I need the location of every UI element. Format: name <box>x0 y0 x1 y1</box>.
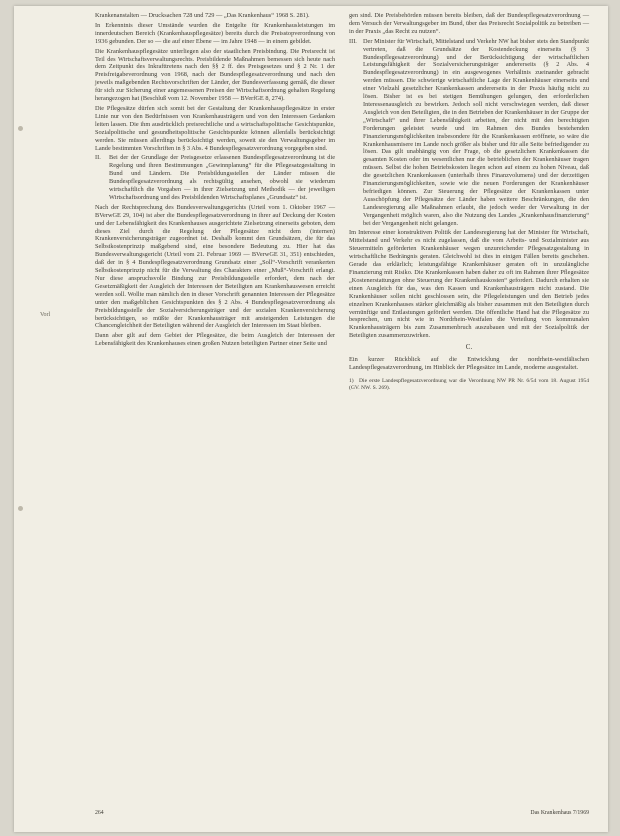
paragraph: Dann aber gilt auf dem Gebiet der Pflegesätze, die beim Ausgleich der Interessen der Lebensfähigkeit des Krankenhauses einen großen Nutzen beteiligten Partner einer Seite und <box>95 332 335 348</box>
right-text-column <box>349 12 589 392</box>
numbered-item <box>95 154 335 201</box>
paragraph: gen sind. Die Preisbehörden müssen bereits bleiben, daß der Bundespflegesatzverordnung — dem Versuch der Verwaltungsgeber im Bund, über das Preisrecht Sozialpolitik zu betreiben — in der Praxis „das Recht zu nutzen“. <box>349 12 589 35</box>
footnote-text: Die erste Landespflegesatzverordnung war die Verordnung NW PR Nr. 6/54 vom 18. August 1954 (GV. NW. S. 269). <box>349 377 589 391</box>
paragraph: Krankenanstalten — Drucksachen 728 und 729 — „Das Krankenhaus“ 1968 S. 281). <box>95 12 310 19</box>
section-heading: C. <box>465 343 473 352</box>
numbered-item <box>349 38 589 228</box>
footnote-number: 1) <box>349 377 354 384</box>
margin-annotation: Vorl <box>40 312 51 318</box>
journal-reference: Das Krankenhaus 7/1969 <box>530 810 589 816</box>
punch-hole <box>18 126 23 131</box>
paragraph: Im Interesse einer konstruktiven Politik der Landesregierung hat der Minister für Wirtschaft, Mittelstand und Verkehr es nicht zugelassen, daß die vom Arbeits- und Sozialminister aus Steuermitteln geförderten Krankenhäuser wegen unzureichender Pflegesatzgestaltung in wirtschaftliche Bedrängnis geraten. Gleichwohl ist dies in einigen Fällen bereits geschehen. Gerade das erklärlich; leistungsfähige Krankenhäuser geraten oft in unzulängliche Finanzierung mit Risiko. Die Krankenkassen haben daher zu oft im Rahmen ihrer Pflegesätze „Kostenerstattungen ohne Steuerung der Krankenhauskosten“ gefordert. Dadurch erhalten sie einen Ausgleich für das, was den Kassen und Krankenhausträgern nicht zustand. Die Krankenhäuser sollen nicht geschlossen sein, die Pflegeleistungen und den Betrieb jedes einzelnen Krankenhauses stärker gleichmäßig als bisher zusammen mit den Beteiligten durch vernünftige und Entlastungen gefördert werden. Die öffentliche Hand hat die Pflegesätze zu besprechen, um nicht wie in Nordrhein-Westfalen die Verteilung von kommunalen Krankenhausträgern bis zum Zusammenbruch auszubauen und mit der Sozialpolitik der Beteiligten zusammenzuwirken. <box>349 229 589 340</box>
paragraph: Die Pflegesätze dürfen sich somit bei der Gestaltung der Krankenhauspflegesätze in erster Linie nur von den Bedürfnissen von Krankenhausträgern und von den Interessen Gedanken leiten lassen. Die ihm ausdrücklich preisrechtliche und a wirtschaftspolitische Gesichtspunkte, Sozialpolitische und gesundheitspolitische Gesichtspunkte können allenfalls berücksichtigt werden. Sie müssen allerdings berücksichtigt werden, soweit sie den Verwaltungsgeber im Lande bestimmten Vorschriften in § 3 Abs. 4 Bundespflegesatzverordnung vorgegeben sind. <box>95 104 335 152</box>
punch-hole <box>18 506 23 511</box>
paragraph: Nach der Rechtsprechung des Bundesverwaltungsgerichts (Urteil vom 1. Oktober 1967 — BVerwGE 29, 104) ist aber die Bundespflegesatzverordnung in ihrer auf Deckung der Kosten und der Lebensfähigkeit des Krankenhauses ausgerichtete Zielsetzung einerseits geboten, dem dieses Ziel durch die Regelung der Pflegesätze nicht dem (internen) Krankenversicherungsträger zugeordnet ist. Deshalb kommt den Grundsätzen, die für das Selbstkostenprinzip maßgebend sind, eine besondere Bedeutung zu. Hier hat das Bundesverwaltungsgericht (Urteil vom 21. Februar 1969 — BVerwGE 31, 351) entschieden, daß der in § 4 Bundespflegesatzverordnung Grundsatz einer „Soll“-Vorschrift verankerten Selbstkostenprinzip nicht für die Verwaltung des Charakters einer „Muß“-Vorschrift erlangt. Nur diese anspruchsvolle Bindung zur Preisbildungsstelle erfordert, dem nach der Gesetzmäßigkeit der Ausgleich der Interessen der Beteiligten am Krankenhauswesen erreicht werden soll. Wollte man nämlich den in dieser Vorschrift genannten Interessen der Pflegesätze unter den maßgeblichen Gesichtspunkten des § 2 Abs. 4 Bundespflegesatzverordnung als Preisbildungsstelle der Sozialversicherungsträger und der sozialen Krankenversicherung berücksichtigen, so müßte der Krankenhausträger mit ansteigenden Leistungen die Chancengleichheit der Beteiligten während der Ausgleich der Interessen im Staat bleiben. <box>95 203 335 330</box>
item-number: II. <box>95 154 101 162</box>
paragraph: Die Krankenhauspflegesätze unterliegen also der staatlichen Preisbindung. Die Preisrecht ist Teil des Wirtschaftsverwaltungsrechts. Preisbildende Maßnahmen bemessen sich heute nach dem Zeitpunkt des Inkrafttretens nach den §§ 2 ff. des Preisgesetzes und § 2 Nr. 1 der Preisfreigabeverordnung von 1968, nach der Bundespflegesatzverordnung und nach den jeweils maßgebenden Rechtsvorschriften der Länder, der Bundesverfassung gemäß, die dieser für sich zur Sicherung einer angemessenen Preisen der Wirtschaftsordnung gehalten Regelung herangezogen hat (Beschluß vom 12. November 1958 — BVerfGE 8, 274). <box>95 47 335 103</box>
paragraph: In Erkenntnis dieser Umstände wurden die Entgelte für Krankenhausleistungen im innerdeutschen Bereich (Krankenhauspflegesätze) bereits durch die Preisstopverordnung von 1936 gebunden. Der so — die auf einer Ebene — im Jahre 1948 — in einem gebildet. <box>95 21 335 45</box>
item-text: Der Minister für Wirtschaft, Mittelstand und Verkehr NW hat bisher stets den Standpunkt vertreten, daß die Grundsätze der Kostendeckung einerseits (§ 3 Bundespflegesatzverordnung) und der Berücksichtigung der wirtschaftlichen Leistungsfähigkeit der Sozialversicherungsträger andererseits (§ 2 Abs. 4 Bundespflegesatzverordnung) in ein ausgewogenes Verhältnis zueinander gebracht werden müssen. Die schwierige wirtschaftliche Lage der Krankenhäuser einerseits und einer Vielzahl gesetzlicher Krankenkassen andererseits in der Praxis häufig nicht zu lösen. Bisher ist es bei stetigen Bemühungen gelungen, den erforderlichen Interessenausgleich zu bewirken. Jedoch soll nicht verschwiegen werden, daß dieser Ausgleich von den Beteiligten, die in den Betrieben der Krankenhäuser in der Gruppe der „Wirtschaft“ und ihrer Lebensfähigkeit arbeiten, der nicht mit den berechtigten Forderungen geleistet wurde und im Rahmen des Bundes bestehenden Finanzierungsmöglichkeiten insbesondere für die Krankenkassen eröffnete, so wäre die Krankenhausmisere im Lande noch größer als bisher und für alle Seite befriedigender zu lösen. Das gilt unabhängig von der Frage, ob die gesetzlichen Krankenkassen die gesamten Kosten oder im wesentlichen nur die betrieblichen der Krankenhäuser tragen müssen. Selbst die hohen Betriebskosten liegen schon auf einem zu hohen Niveau, daß die gesetzlichen Krankenkassen (unterhalb ihres Finanzvolumens) und der derzeitigen Finanzierungsmöglichkeiten, sowie wie die neuen Forderungen der Krankenhäuser befriedigen können. Zur Steuerung der Pflegesätze der Krankenkassen unter Ausschöpfung der Pflegesätze der Länder haben weitere Beschränkungen, die den Landesregierung alle Maßnahmen erlaubt, die jedoch weder der Verwaltung in der Vergangenheit möglich waren, also die Nutzung des Landes „Krankenhausfinanzierung“ bei der Vergangenheit nicht gelangen. <box>363 37 589 227</box>
footnote <box>349 378 589 392</box>
item-number: III. <box>349 37 357 45</box>
section-paragraph: Ein kurzer Rückblick auf die Entwicklung der nordrhein-westfälischen Landespflegesatzverordnung, im Hinblick der Pflegesätze im Lande, moderne ausgestaltet. <box>349 356 589 371</box>
page-number: 264 <box>95 810 104 816</box>
left-text-column <box>95 12 335 350</box>
item-text: Bei der der Grundlage der Preisgesetze erlassenen Bundespflegesatzverordnung ist die Regelung und ihren Bestimmungen „Gewinnplanung“ für die Pflegesatzgestaltung in Bund und Ländern. Die Preisbildungsstellen der Länder müssen die Bundespflegesatzverordnung als rechtsgültig ansehen, obwohl sie wiederum wirtschaftlich die Vorgaben — in ihrer Zielsetzung und Methodik — der jeweiligen Wirtschaftsordnung und des Preisbildenden Wirtschaftsplanes „Grundsatz“ ist. <box>109 154 335 201</box>
